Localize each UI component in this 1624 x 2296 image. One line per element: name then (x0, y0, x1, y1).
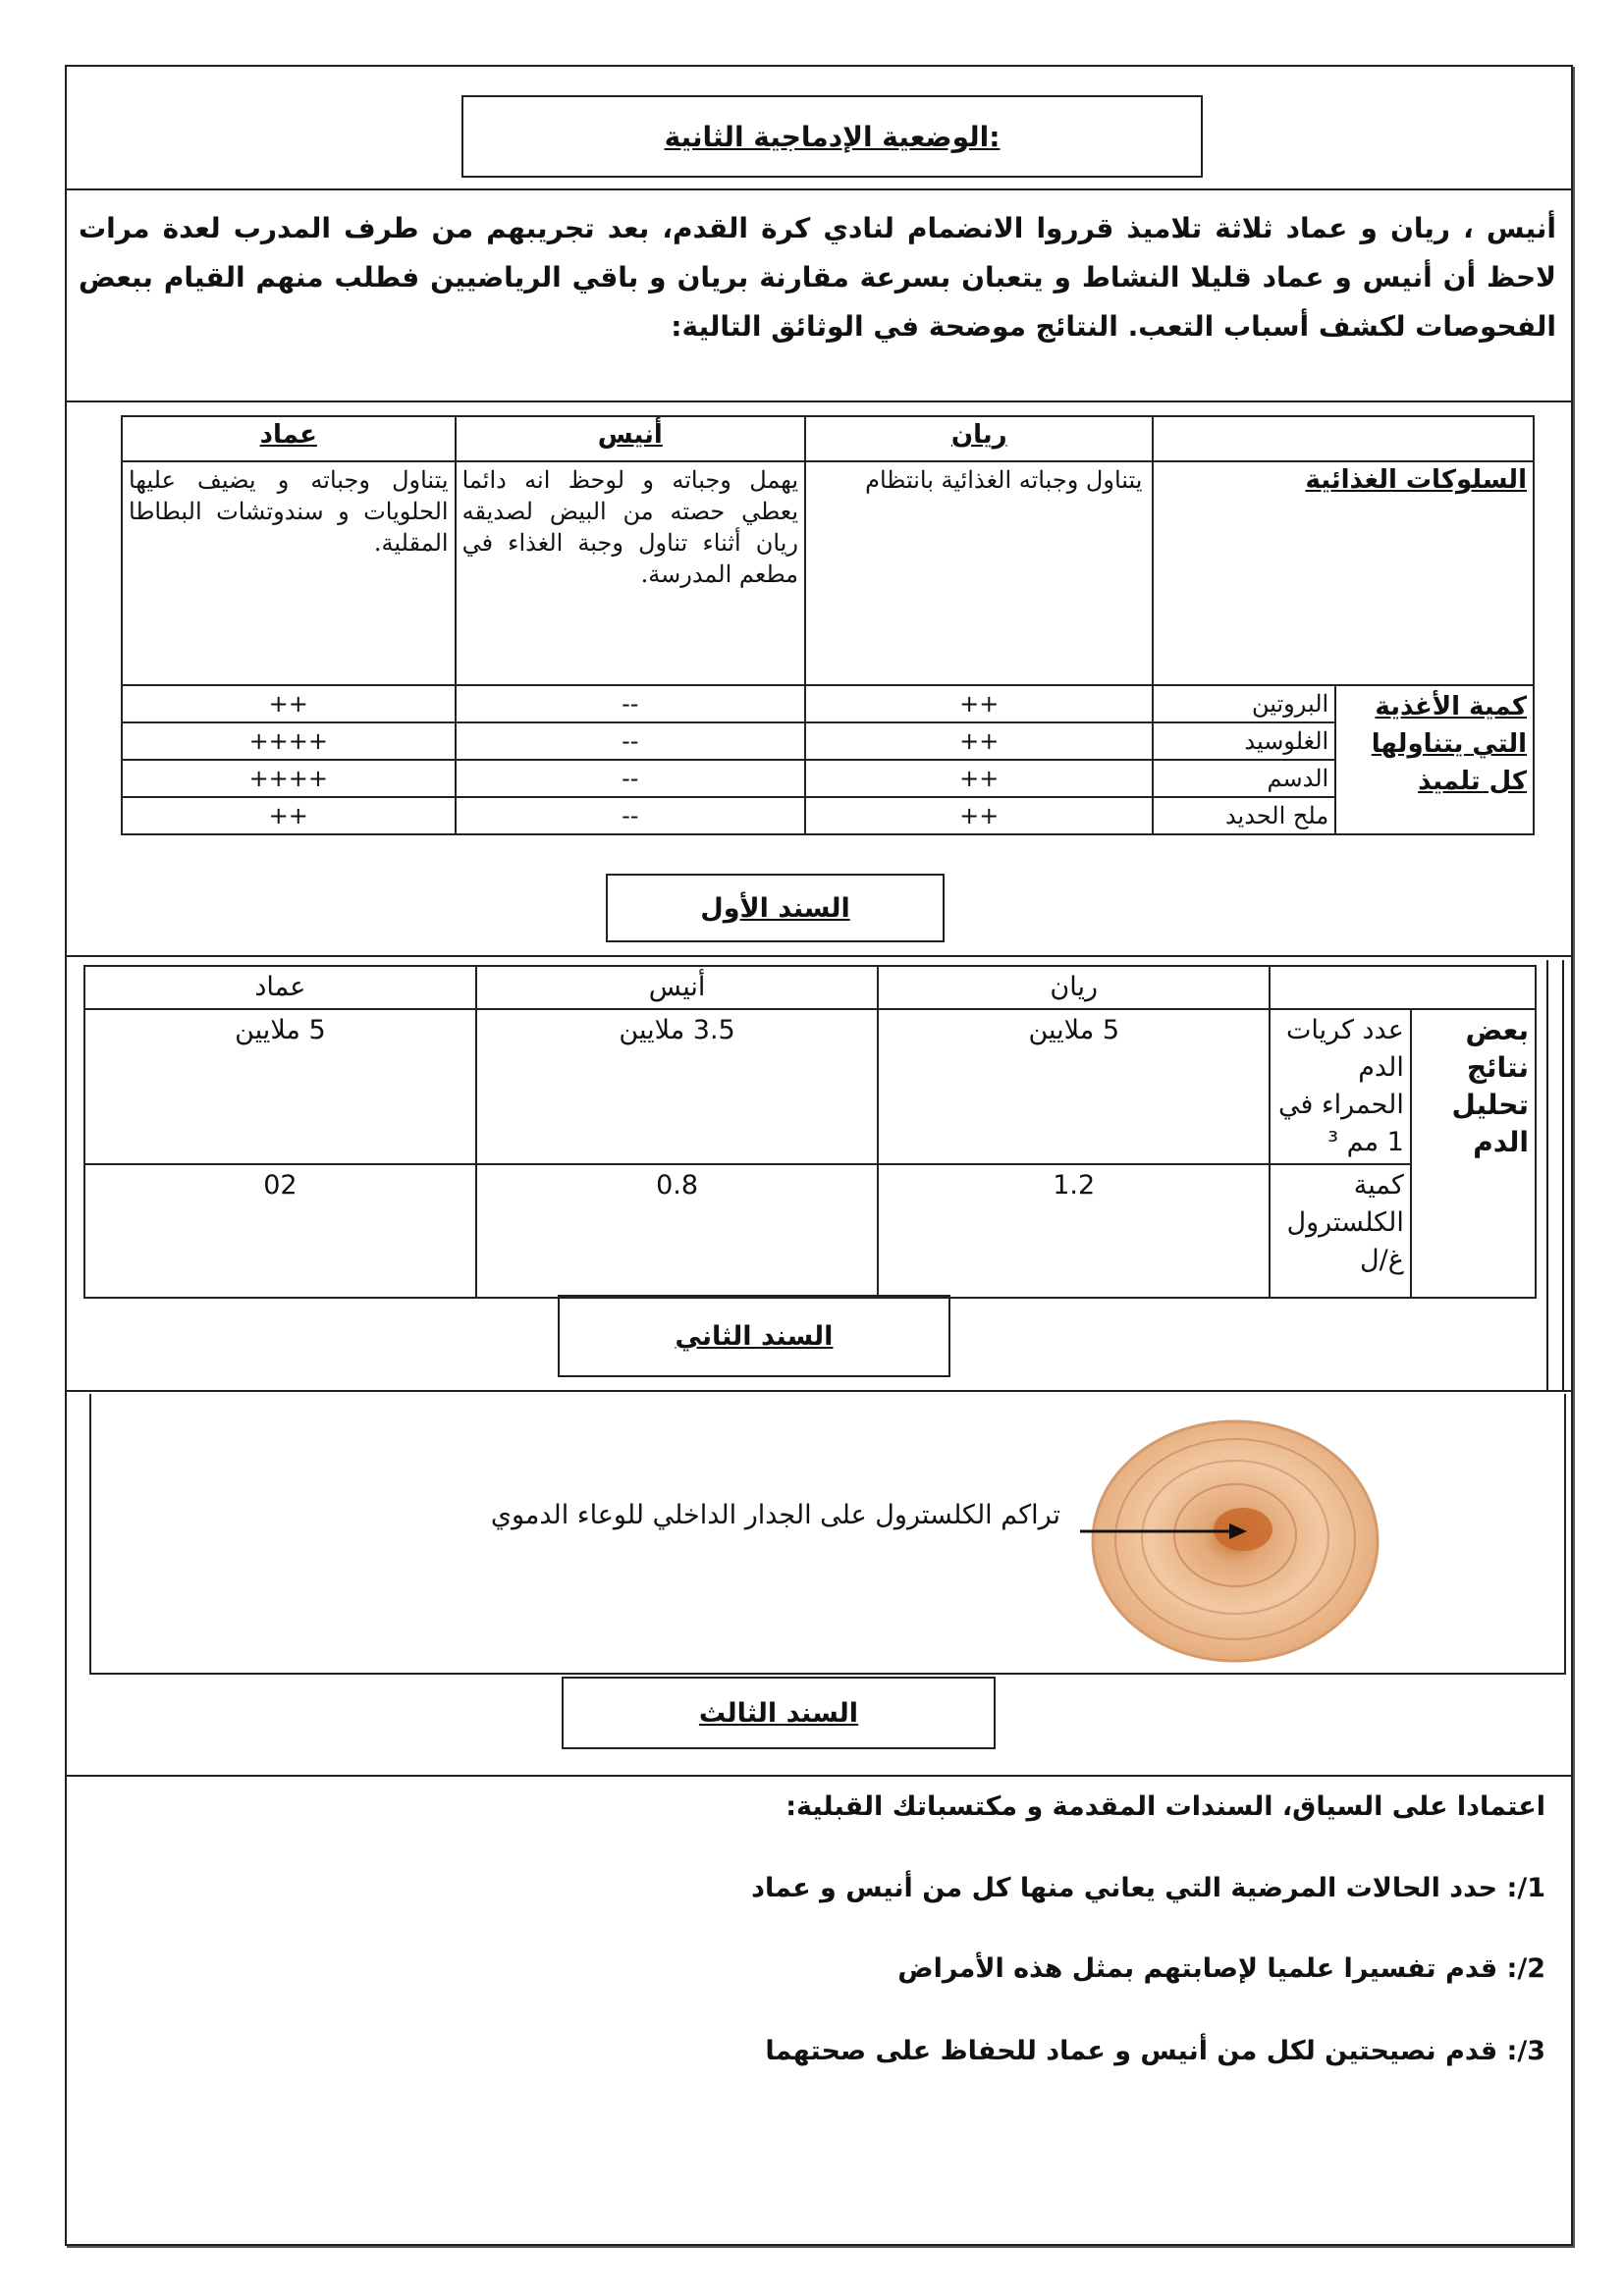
value-cell: 5 ملايين (84, 1009, 476, 1164)
value-cell: ++++ (122, 722, 456, 760)
question-2: 2/: قدم تفسيرا علميا لإصابتهم بمثل هذه الأمراض (897, 1953, 1545, 1984)
value-cell: -- (456, 722, 805, 760)
caption-box-1 (606, 874, 945, 942)
value-cell: 5 ملايين (878, 1009, 1270, 1164)
nutrition-table (121, 415, 1535, 835)
behavior-label: السلوكات الغذائية (1153, 461, 1534, 685)
value-cell: ++ (122, 685, 456, 722)
food-name: البروتين (1153, 685, 1335, 722)
blood-table (83, 965, 1537, 1299)
value-cell: ++ (805, 797, 1153, 834)
divider (67, 1390, 1571, 1392)
table-header-row (84, 966, 1536, 1009)
behavior-imad: يتناول وجباته و يضيف عليها الحلويات و سندوتشات البطاطا المقلية. (122, 461, 456, 685)
table-row (122, 797, 1534, 834)
blood-group-label: بعض نتائج تحليل الدم (1411, 1009, 1536, 1298)
value-cell: 0.8 (476, 1164, 879, 1298)
caption-doc1: السند الأول (700, 892, 850, 924)
table-header-row (122, 416, 1534, 461)
row-label: عدد كريات الدم الحمراء في 1 مم ³ (1270, 1009, 1411, 1164)
caption-doc3: السند الثالث (698, 1697, 859, 1729)
divider (67, 188, 1571, 190)
food-name: ملح الحديد (1153, 797, 1335, 834)
table-row (122, 722, 1534, 760)
header-anis: أنيس (476, 966, 879, 1009)
table-row (122, 685, 1534, 722)
value-cell: -- (456, 797, 805, 834)
table-row (84, 1009, 1536, 1164)
header-imad: عماد (84, 966, 476, 1009)
question-1: 1/: حدد الحالات المرضية التي يعاني منها كل من أنيس و عماد (751, 1873, 1545, 1903)
food-name: الدسم (1153, 760, 1335, 797)
corner-cell (1153, 416, 1534, 461)
header-rayan: ريان (805, 416, 1153, 461)
arrow-icon (1078, 1520, 1250, 1543)
table-row (122, 760, 1534, 797)
value-cell: ++ (122, 797, 456, 834)
table-row (122, 461, 1534, 685)
behavior-anis: يهمل وجباته و لوحظ انه دائما يعطي حصته من البيض لصديقه ريان أثناء تناول وجبة الغذاء في مطعم المدرسة. (456, 461, 805, 685)
value-cell: ++ (805, 685, 1153, 722)
table-row (84, 1164, 1536, 1298)
region-border (1562, 960, 1564, 1392)
quantity-label: كمية الأغذية التي يتناولها كل تلميذ (1335, 685, 1534, 834)
row-label: كمية الكلسترول غ/ل (1270, 1164, 1411, 1298)
divider (67, 955, 1571, 957)
food-name: الغلوسيد (1153, 722, 1335, 760)
value-cell: ++++ (122, 760, 456, 797)
corner-cell (1270, 966, 1536, 1009)
caption-box-3 (562, 1677, 996, 1749)
page-title: الوضعية الإدماجية الثانية: (664, 120, 1001, 153)
figure-annotation: تراكم الكلسترول على الجدار الداخلي للوعاء الدموي (490, 1500, 1060, 1530)
divider (67, 1775, 1571, 1777)
intro-paragraph: أنيس ، ريان و عماد ثلاثة تلاميذ قرروا الانضمام لنادي كرة القدم، بعد تجريبهم من طرف المدرب لعدة مرات لاحظ أن أنيس و عماد قليلا النشاط و يتعبان بسرعة مقارنة بريان و باقي الرياضيين فطلب منهم القيام ببعض الفحوصات لكشف أسباب التعب. النتائج موضحة في الوثائق التالية: (79, 212, 1556, 343)
value-cell: 1.2 (878, 1164, 1270, 1298)
value-cell: 3.5 ملايين (476, 1009, 879, 1164)
questions-lead: اعتمادا على السياق، السندات المقدمة و مكتسباتك القبلية: (785, 1791, 1545, 1822)
divider (67, 400, 1571, 402)
header-anis: أنيس (456, 416, 805, 461)
question-3: 3/: قدم نصيحتين لكل من أنيس و عماد للحفاظ على صحتهما (765, 2036, 1545, 2066)
header-imad: عماد (122, 416, 456, 461)
caption-box-2 (558, 1295, 950, 1377)
title-box (461, 95, 1203, 178)
value-cell: ++ (805, 760, 1153, 797)
value-cell: -- (456, 685, 805, 722)
behavior-rayan: يتناول وجباته الغذائية بانتظام (805, 461, 1153, 685)
region-border (1546, 960, 1548, 1392)
value-cell: ++ (805, 722, 1153, 760)
value-cell: 02 (84, 1164, 476, 1298)
caption-doc2: السند الثاني (675, 1320, 834, 1352)
header-rayan: ريان (878, 966, 1270, 1009)
value-cell: -- (456, 760, 805, 797)
